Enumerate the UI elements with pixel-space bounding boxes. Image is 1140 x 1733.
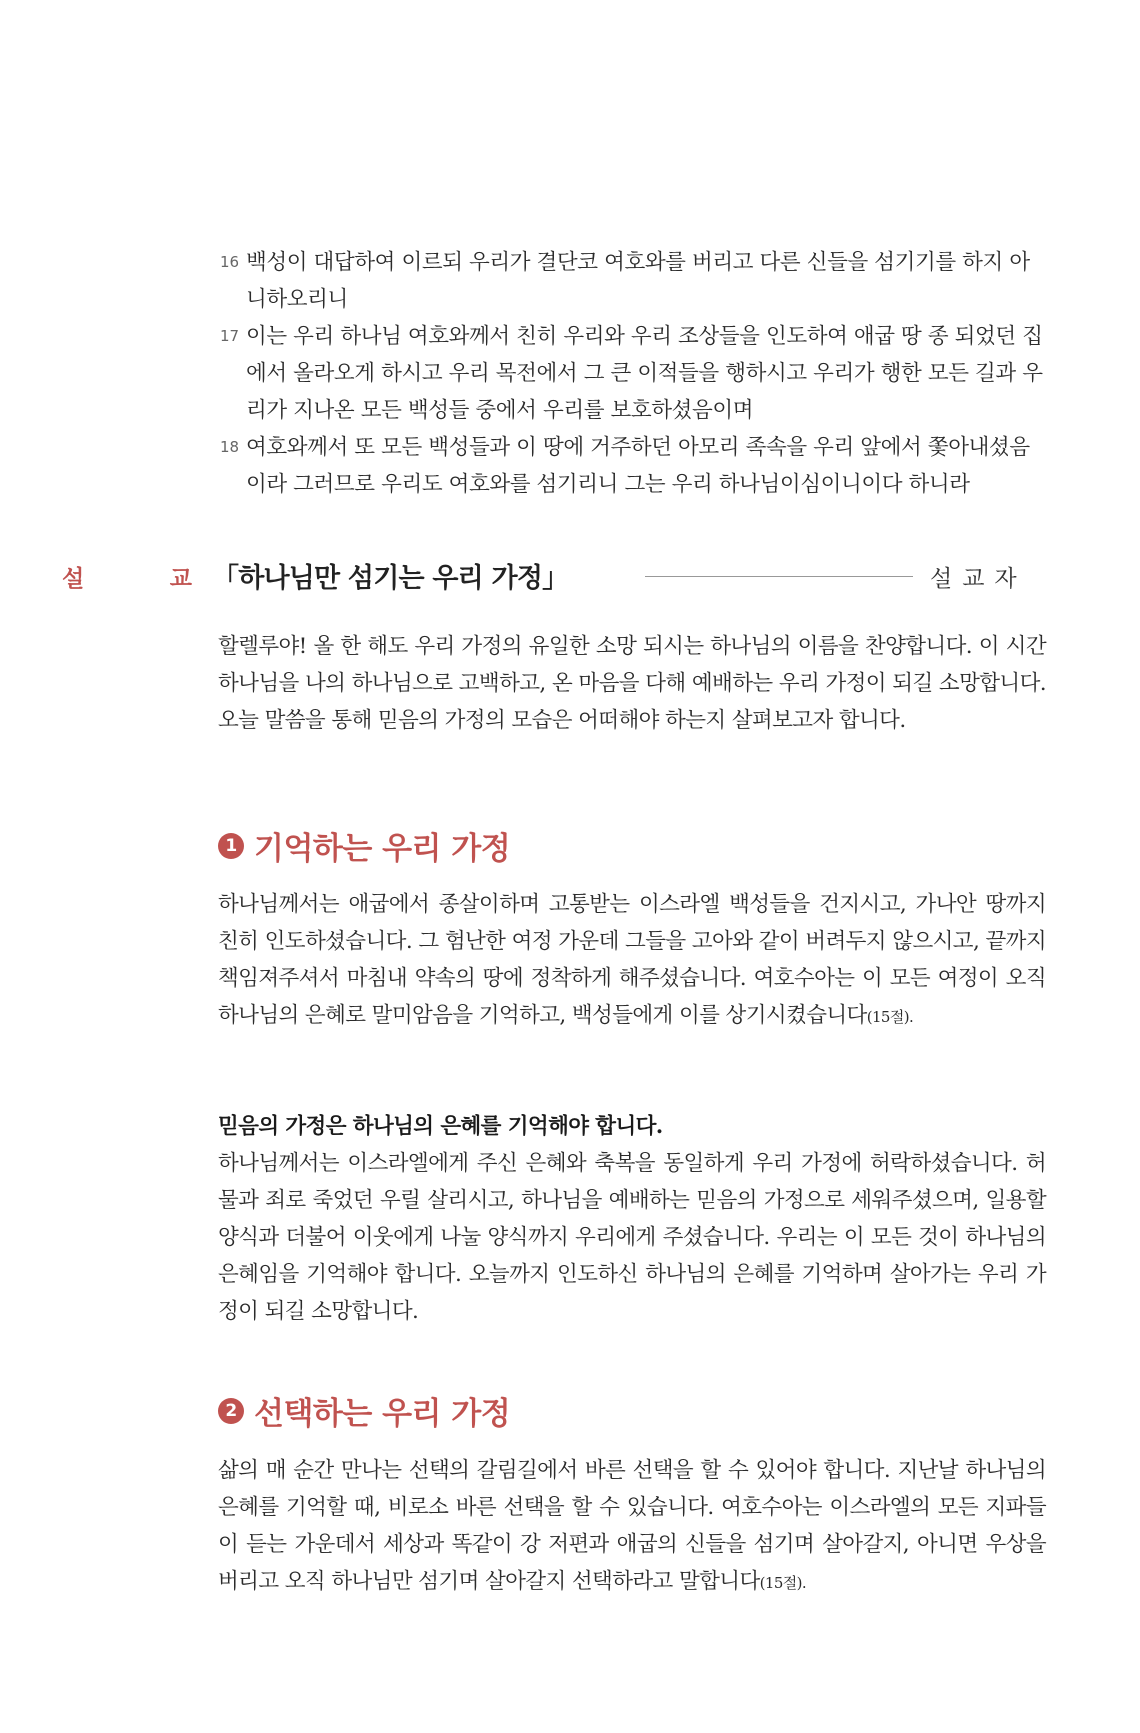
verse-17 [218,318,1046,429]
paragraph-text: 하나님께서는 애굽에서 종살이하며 고통받는 이스라엘 백성들을 건지시고, 가나안 땅까지 친히 인도하셨습니다. 그 험난한 여정 가운데 그들을 고아와 같이 버려두지 않으시고, 끝까지 책임져주셔서 마침내 약속의 땅에 정착하게 해주셨습니다. 여호수아는 이 모든 여정이 오직 하나님의 은혜로 말미암음을 기억하고, 백성들에게 이를 상기시켰습니다 [218,892,1046,1028]
verse-number: 16 [220,253,240,271]
sermon-author: 설교자 [930,566,1027,592]
section-1-heading [218,823,510,868]
verse-reference: (15절). [759,1574,807,1592]
intro-paragraph: 할렐루야! 올 한 해도 우리 가정의 유일한 소망 되시는 하나님의 이름을 찬양합니다. 이 시간 하나님을 나의 하나님으로 고백하고, 온 마음을 다해 예배하는 우리 가정이 되길 소망합니다. 오늘 말씀을 통해 믿음의 가정의 모습은 어떠해야 하는지 살펴보고자 합니다. [218,634,1046,733]
verse-number: 17 [220,327,240,345]
sermon-title: 「하나님만 섬기는 우리 가정」 [212,563,569,594]
section-title: 기억하는 우리 가정 [254,831,511,867]
sermon-label-second: 교 [169,566,192,592]
verse-number: 18 [220,438,240,456]
section-number-badge: 1 [218,833,244,859]
verse-text: 이는 우리 하나님 여호와께서 친히 우리와 우리 조상들을 인도하여 애굽 땅 종 되었던 집에서 올라오게 하시고 우리 목전에서 그 큰 이적들을 행하시고 우리가 행한 모든 길과 우리가 지나온 모든 백성들 중에서 우리를 보호하셨음이며 [246,324,1043,423]
verse-text: 여호와께서 또 모든 백성들과 이 땅에 거주하던 아모리 족속을 우리 앞에서 쫓아내셨음이라 그러므로 우리도 여호와를 섬기리니 그는 우리 하나님이심이니이다 하니라 [246,435,1030,497]
section-2-paragraph-1 [218,1452,1046,1602]
section-1-paragraph-1 [218,886,1046,1036]
verse-reference: (15절). [866,1008,914,1026]
section-1-key-statement: 믿음의 가정은 하나님의 은혜를 기억해야 합니다. [218,1114,663,1139]
sermon-label [62,560,192,593]
section-1-paragraph-2: 하나님께서는 이스라엘에게 주신 은혜와 축복을 동일하게 우리 가정에 허락하셨습니다. 허물과 죄로 죽었던 우릴 살리시고, 하나님을 예배하는 믿음의 가정으로 세워주셨으며, 일용할 양식과 더불어 이웃에게 나눌 양식까지 우리에게 주셨습니다. 우리는 이 모든 것이 하나님의 은혜임을 기억해야 합니다. 오늘까지 인도하신 하나님의 은혜를 기억하며 살아가는 우리 가정이 되길 소망합니다. [218,1151,1046,1324]
sermon-header [0,556,1140,600]
verse-18 [218,429,1046,503]
section-2-heading [218,1388,510,1433]
verse-text: 백성이 대답하여 이르되 우리가 결단코 여호와를 버리고 다른 신들을 섬기기를 하지 아니하오리니 [246,250,1030,312]
scripture-passage [218,244,1046,503]
section-title: 선택하는 우리 가정 [254,1396,511,1432]
section-number-badge: 2 [218,1398,244,1424]
divider [645,576,913,577]
paragraph-text: 삶의 매 순간 만나는 선택의 갈림길에서 바른 선택을 할 수 있어야 합니다. 지난날 하나님의 은혜를 기억할 때, 비로소 바른 선택을 할 수 있습니다. 여호수아는 이스라엘의 모든 지파들이 듣는 가운데서 세상과 똑같이 강 저편과 애굽의 신들을 섬기며 살아갈지, 아니면 우상을 버리고 오직 하나님만 섬기며 살아갈지 선택하라고 말합니다 [218,1458,1046,1594]
verse-16 [218,244,1046,318]
sermon-label-first: 설 [62,566,85,592]
